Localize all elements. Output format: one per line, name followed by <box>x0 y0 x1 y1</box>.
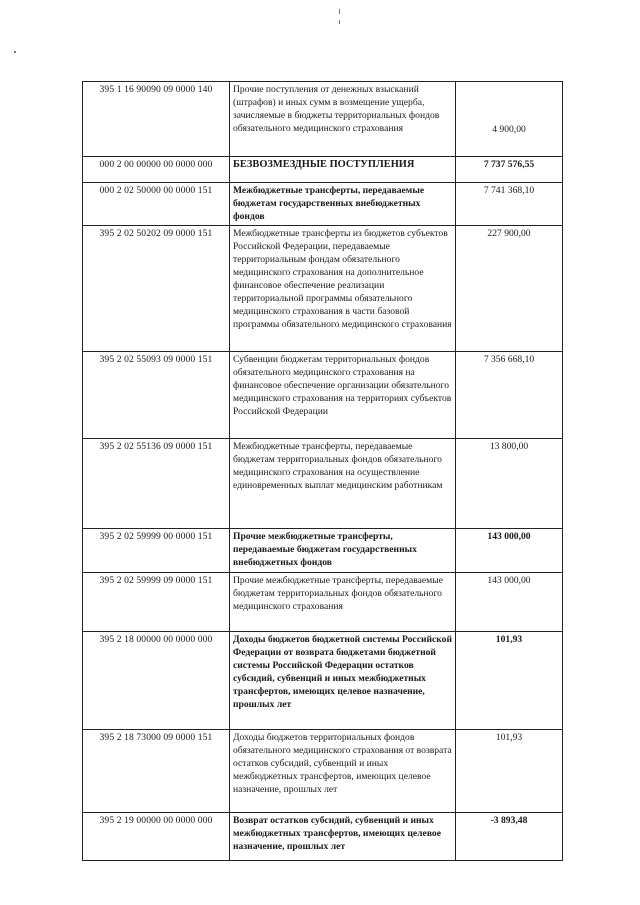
table-row <box>83 183 563 226</box>
table-row <box>83 157 563 183</box>
row-name: БЕЗВОЗМЕЗДНЫЕ ПОСТУПЛЕНИЯ <box>230 157 456 183</box>
row-code: 395 2 02 55136 09 0000 151 <box>83 439 230 529</box>
row-name: Межбюджетные трансферты из бюджетов субъектов Российской Федерации, передаваемые территориальным фондам обязательного медицинского страхования на дополнительное финансовое обеспечение реализации территориальной программы обязательного медицинского страхования в части базовой программы обязательного медицинского страхования <box>230 226 456 352</box>
row-amount: 143 000,00 <box>456 529 563 573</box>
row-code: 395 2 02 50202 09 0000 151 <box>83 226 230 352</box>
row-code: 000 2 02 50000 00 0000 151 <box>83 183 230 226</box>
table-row <box>83 529 563 573</box>
row-code: 395 2 02 55093 09 0000 151 <box>83 352 230 439</box>
revenue-table <box>82 81 563 861</box>
row-amount: 13 800,00 <box>456 439 563 529</box>
row-amount: 101,93 <box>456 632 563 730</box>
row-code: 395 1 16 90090 09 0000 140 <box>83 82 230 157</box>
row-name: Субвенции бюджетам территориальных фондов обязательного медицинского страхования на финансовое обеспечение организации обязательного медицинского страхования на территориях субъектов Российской Федерации <box>230 352 456 439</box>
row-code: 395 2 02 59999 00 0000 151 <box>83 529 230 573</box>
row-amount: 4 900,00 <box>456 82 563 157</box>
row-name: Межбюджетные трансферты, передаваемые бюджетам территориальных фондов обязательного медицинского страхования на осуществление единовременных выплат медицинским работникам <box>230 439 456 529</box>
row-amount: 143 000,00 <box>456 573 563 632</box>
row-name: Межбюджетные трансферты, передаваемые бюджетам государственных внебюджетных фондов <box>230 183 456 226</box>
row-amount: -3 893,48 <box>456 813 563 861</box>
table-row <box>83 730 563 813</box>
table-row <box>83 82 563 157</box>
row-name: Доходы бюджетов бюджетной системы Российской Федерации от возврата бюджетами бюджетной системы Российской Федерации остатков субсидий, субвенций и иных межбюджетных трансфертов, имеющих целевое назначение, прошлых лет <box>230 632 456 730</box>
row-name: Прочие межбюджетные трансферты, передаваемые бюджетам территориальных фондов обязательного медицинского страхования <box>230 573 456 632</box>
scan-mark <box>339 9 340 14</box>
row-name: Доходы бюджетов территориальных фондов обязательного медицинского страхования от возврата остатков субсидий, субвенций и иных межбюджетных трансфертов, имеющих целевое назначение, прошлых лет <box>230 730 456 813</box>
row-code: 395 2 02 59999 09 0000 151 <box>83 573 230 632</box>
row-name: Прочие поступления от денежных взысканий (штрафов) и иных сумм в возмещение ущерба, зачисляемые в бюджеты территориальных фондов обязательного медицинского страхования <box>230 82 456 157</box>
row-amount: 101,93 <box>456 730 563 813</box>
row-code: 000 2 00 00000 00 0000 000 <box>83 157 230 183</box>
table-row <box>83 632 563 730</box>
table-row <box>83 439 563 529</box>
row-amount: 7 737 576,55 <box>456 157 563 183</box>
row-code: 395 2 18 00000 00 0000 000 <box>83 632 230 730</box>
scan-mark <box>14 51 16 53</box>
row-name: Возврат остатков субсидий, субвенций и иных межбюджетных трансфертов, имеющих целевое назначение, прошлых лет <box>230 813 456 861</box>
row-name: Прочие межбюджетные трансферты, передаваемые бюджетам государственных внебюджетных фондов <box>230 529 456 573</box>
table-row <box>83 226 563 352</box>
row-code: 395 2 18 73000 09 0000 151 <box>83 730 230 813</box>
row-amount: 227 900,00 <box>456 226 563 352</box>
table-row <box>83 813 563 861</box>
table-row <box>83 352 563 439</box>
scan-mark <box>339 20 340 24</box>
row-amount: 7 356 668,10 <box>456 352 563 439</box>
row-amount: 7 741 368,10 <box>456 183 563 226</box>
row-code: 395 2 19 00000 00 0000 000 <box>83 813 230 861</box>
table-row <box>83 573 563 632</box>
